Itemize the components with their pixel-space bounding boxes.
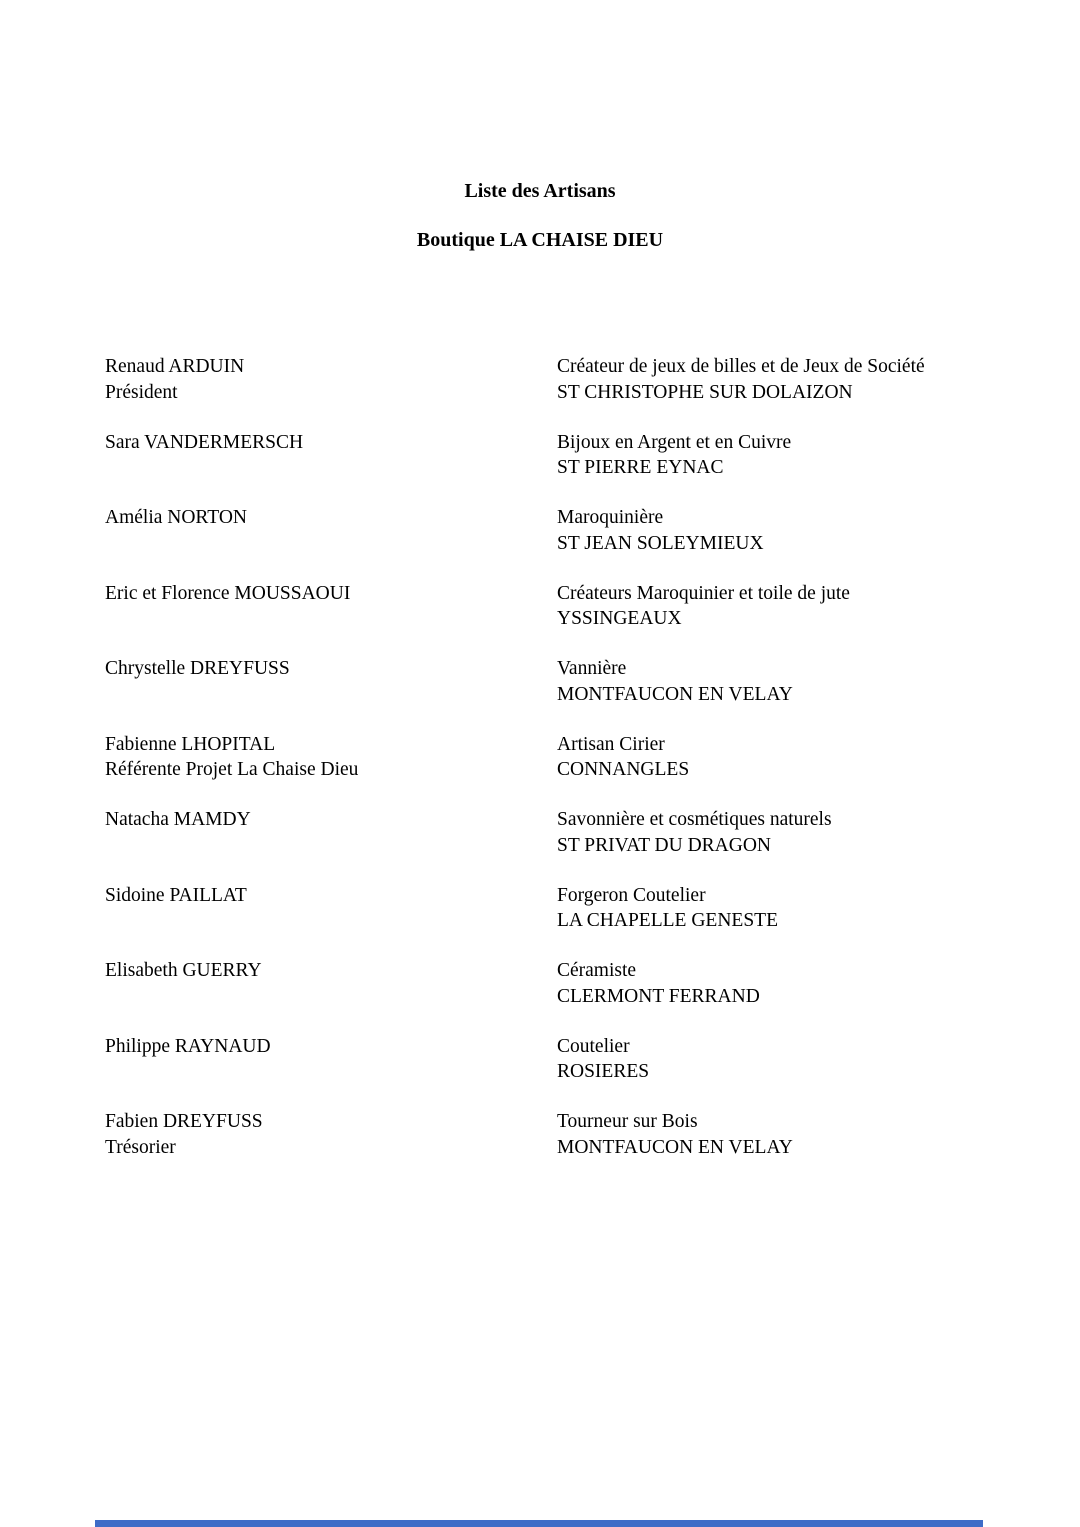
artisan-craft: Forgeron Coutelier bbox=[557, 884, 706, 906]
artisan-entry bbox=[105, 958, 1000, 1009]
artisan-list bbox=[105, 354, 1000, 1160]
artisan-entry bbox=[105, 354, 1000, 405]
artisan-entry bbox=[105, 732, 1000, 783]
artisan-entry-right bbox=[557, 958, 1000, 1009]
artisan-city: ST JEAN SOLEYMIEUX bbox=[557, 532, 764, 554]
artisan-entry bbox=[105, 505, 1000, 556]
artisan-craft: Créateurs Maroquinier et toile de jute bbox=[557, 582, 850, 604]
artisan-city: MONTFAUCON EN VELAY bbox=[557, 1136, 793, 1158]
artisan-craft: Maroquinière bbox=[557, 507, 664, 528]
artisan-entry-left bbox=[105, 883, 557, 909]
artisan-entry-left bbox=[105, 505, 557, 531]
artisan-entry-left bbox=[105, 1034, 557, 1060]
artisan-entry-right bbox=[557, 1034, 1000, 1085]
artisan-name: Fabienne LHOPITAL bbox=[105, 733, 276, 755]
artisan-entry-left bbox=[105, 581, 557, 607]
artisan-city: ST PRIVAT DU DRAGON bbox=[557, 834, 772, 856]
artisan-craft: Céramiste bbox=[557, 960, 637, 981]
artisan-name: Elisabeth GUERRY bbox=[105, 960, 262, 981]
artisan-entry-right bbox=[557, 354, 1000, 405]
artisan-city: ST CHRISTOPHE SUR DOLAIZON bbox=[557, 381, 853, 403]
artisan-role: Référente Projet La Chaise Dieu bbox=[105, 759, 359, 780]
artisan-entry-right bbox=[557, 656, 1000, 707]
artisan-craft: Coutelier bbox=[557, 1035, 630, 1057]
artisan-city: YSSINGEAUX bbox=[557, 608, 682, 629]
artisan-city: ST PIERRE EYNAC bbox=[557, 457, 724, 478]
artisan-name: Amélia NORTON bbox=[105, 507, 247, 528]
artisan-entry-left bbox=[105, 732, 557, 783]
artisan-craft: Tourneur sur Bois bbox=[557, 1111, 698, 1132]
artisan-city: CONNANGLES bbox=[557, 759, 690, 780]
artisan-name: Sara VANDERMERSCH bbox=[105, 431, 304, 453]
footer-rule bbox=[95, 1520, 983, 1527]
artisan-entry-right bbox=[557, 807, 1000, 858]
artisan-name: Renaud ARDUIN bbox=[105, 356, 245, 377]
artisan-name: Philippe RAYNAUD bbox=[105, 1035, 271, 1057]
artisan-craft: Bijoux en Argent et en Cuivre bbox=[557, 431, 792, 453]
document-title: Liste des Artisans bbox=[464, 180, 616, 202]
artisan-craft: Savonnière et cosmétiques naturels bbox=[557, 809, 832, 830]
artisan-entry bbox=[105, 581, 1000, 632]
artisan-entry bbox=[105, 430, 1000, 481]
artisan-city: ROSIERES bbox=[557, 1061, 650, 1082]
artisan-name: Fabien DREYFUSS bbox=[105, 1111, 263, 1132]
artisan-city: MONTFAUCON EN VELAY bbox=[557, 683, 793, 705]
artisan-entry-right bbox=[557, 505, 1000, 556]
artisan-craft: Vannière bbox=[557, 658, 627, 679]
artisan-entry-left bbox=[105, 1109, 557, 1160]
artisan-entry-left bbox=[105, 958, 557, 984]
artisan-name: Sidoine PAILLAT bbox=[105, 884, 247, 906]
artisan-role: Président bbox=[105, 381, 178, 403]
artisan-entry-right bbox=[557, 581, 1000, 632]
artisan-city: CLERMONT FERRAND bbox=[557, 985, 760, 1007]
artisan-entry bbox=[105, 656, 1000, 707]
artisan-entry-right bbox=[557, 1109, 1000, 1160]
artisan-entry bbox=[105, 1034, 1000, 1085]
artisan-entry-left bbox=[105, 807, 557, 833]
artisan-role: Trésorier bbox=[105, 1136, 176, 1158]
artisan-entry-left bbox=[105, 656, 557, 682]
artisan-entry-right bbox=[557, 732, 1000, 783]
artisan-entry bbox=[105, 883, 1000, 934]
artisan-entry-right bbox=[557, 883, 1000, 934]
artisan-entry-left bbox=[105, 354, 557, 405]
artisan-name: Natacha MAMDY bbox=[105, 809, 251, 830]
artisan-craft: Créateur de jeux de billes et de Jeux de Société bbox=[557, 356, 925, 377]
artisan-entry bbox=[105, 807, 1000, 858]
artisan-name: Eric et Florence MOUSSAOUI bbox=[105, 582, 351, 604]
artisan-craft: Artisan Cirier bbox=[557, 733, 665, 755]
artisan-city: LA CHAPELLE GENESTE bbox=[557, 910, 778, 931]
artisan-entry-left bbox=[105, 430, 557, 456]
artisan-entry-right bbox=[557, 430, 1000, 481]
artisan-entry bbox=[105, 1109, 1000, 1160]
document-subtitle: Boutique LA CHAISE DIEU bbox=[416, 229, 664, 251]
artisan-name: Chrystelle DREYFUSS bbox=[105, 658, 290, 679]
